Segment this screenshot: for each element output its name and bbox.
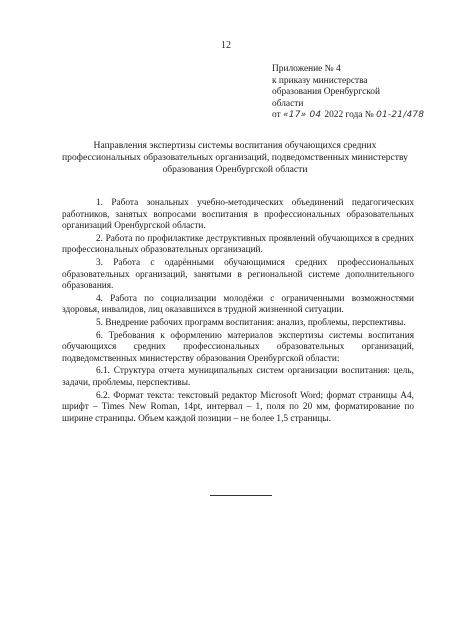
paragraph-3: 3. Работа с одарёнными обучающимися средних профессиональных образовательных организаций, занятыми в региональной системе дополнительного образования.	[62, 257, 414, 292]
appendix-order-line: к приказу министерства	[272, 75, 368, 86]
handwritten-order-number: 01-21/478	[376, 110, 425, 120]
paragraph-2: 2. Работа по профилактике деструктивных проявлений обучающихся в средних профессиональных образовательных организаций.	[62, 233, 414, 256]
date-year: 2022 года №	[324, 110, 377, 120]
handwritten-month: 04	[306, 110, 325, 120]
document-title: Направления экспертизы системы воспитания обучающихся средних профессиональных образовательных организаций, подведомственных министерству образования Оренбургской области	[62, 140, 408, 175]
paragraph-1: 1. Работа зональных учебно-методических объединений педагогических работников, занятых вопросами воспитания в профессиональных образовательных организаций Оренбургской области.	[62, 198, 414, 232]
paragraph-5: 5. Внедрение рабочих программ воспитания: анализ, проблемы, перспективы.	[96, 317, 406, 328]
date-prefix: от	[272, 110, 284, 120]
paragraph-6: 6. Требования к оформлению материалов экспертизы системы воспитания обучающихся средних профессиональных образовательных организаций, подведомственных министерству образования Оренбургской области:	[62, 330, 414, 364]
appendix-ministry-line: образования Оренбургской	[272, 87, 381, 97]
document-body	[62, 198, 414, 426]
paragraph-6-2: 6.2. Формат текста: текстовый редактор Microsoft Word; формат страницы А4, шрифт – Times New Roman, 14pt, интервал – 1, поля по 20 мм, форматирование по ширине страницы. Объем каждой позиции – не более 1,5 страницы.	[62, 390, 414, 424]
paragraph-4: 4. Работа по социализации молодёжи с ограниченными возможностями здоровья, инвалидов, лиц оказавшихся в трудной жизненной ситуации.	[62, 293, 414, 316]
end-divider-line	[210, 495, 272, 496]
page-number: 12	[221, 40, 231, 51]
appendix-title: Приложение № 4	[272, 64, 341, 74]
appendix-date-line	[272, 110, 448, 122]
paragraph-6-1: 6.1. Структура отчета муниципальных систем организации воспитания: цель, задачи, проблемы, перспективы.	[62, 366, 414, 388]
appendix-region-line: области	[272, 98, 304, 109]
appendix-header	[272, 64, 448, 122]
handwritten-day: «17»	[283, 110, 307, 120]
